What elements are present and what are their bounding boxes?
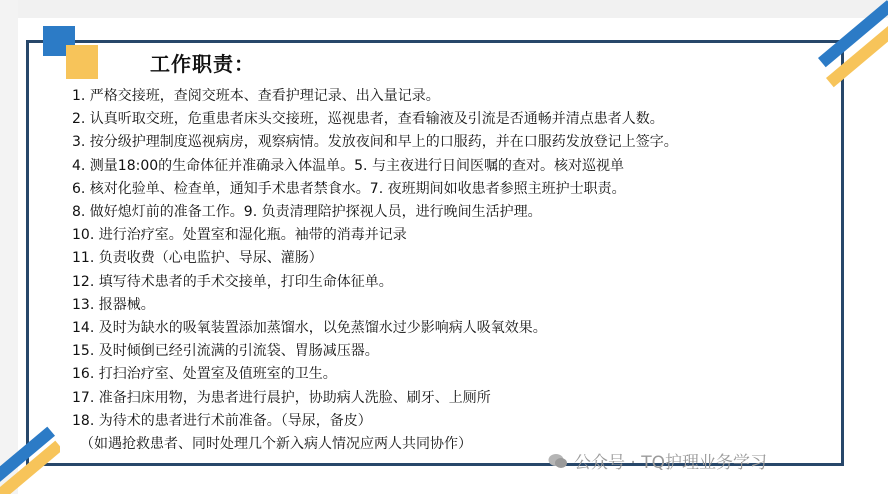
duty-list: [72, 85, 842, 456]
list-item: 10. 进行治疗室。处置室和湿化瓶。袖带的消毒并记录: [72, 227, 407, 244]
list-item: 2. 认真听取交班，危重患者床头交接班，巡视患者，查看输液及引流是否通畅并清点患者人数。: [72, 111, 664, 128]
wechat-icon: [548, 453, 568, 469]
list-item: 3. 按分级护理制度巡视病房，观察病情。发放夜间和早上的口服药，并在口服药发放登记上签字。: [72, 134, 678, 151]
watermark: [548, 448, 767, 473]
list-item: 1. 严格交接班，查阅交班本、查看护理记录、出入量记录。: [72, 88, 440, 104]
decor-bottom-left-stripes: [0, 414, 60, 494]
watermark-text: 公众号 · TQ护理业务学习: [574, 453, 767, 473]
list-item: 6. 核对化验单、检查单，通知手术患者禁食水。7. 夜班期间如收患者参照主班护士职责。: [72, 180, 626, 197]
list-item: 11. 负责收费（心电监护、导尿、灌肠）: [72, 250, 323, 267]
list-item: 13. 报器械。: [72, 296, 155, 313]
top-gray-band: [0, 0, 888, 18]
list-item: 17. 准备扫床用物，为患者进行晨护，协助病人洗脸、刷牙、上厕所: [72, 389, 491, 406]
page-title: 工作职责：: [150, 52, 255, 76]
list-item: 18. 为待术的患者进行术前准备。（导尿，备皮）: [72, 412, 372, 429]
decor-corner-stripes: [808, 0, 888, 90]
list-note: （如遇抢救患者、同时处理几个新入病人情况应两人共同协作）: [80, 436, 472, 453]
list-item: 12. 填写待术患者的手术交接单，打印生命体征单。: [72, 273, 393, 290]
decor-yellow-square: [66, 45, 98, 79]
list-item: 16. 打扫治疗室、处置室及值班室的卫生。: [72, 366, 337, 383]
list-item: 4. 测量18:00的生命体征并准确录入体温单。5. 与主夜进行日间医嘱的查对。核对巡视单: [72, 157, 624, 174]
list-item: 14. 及时为缺水的吸氧装置添加蒸馏水，以免蒸馏水过少影响病人吸氧效果。: [72, 320, 547, 337]
list-item: 8. 做好熄灯前的准备工作。9. 负责清理陪护探视人员，进行晚间生活护理。: [72, 204, 542, 221]
list-item: 15. 及时倾倒已经引流满的引流袋、胃肠减压器。: [72, 343, 379, 360]
